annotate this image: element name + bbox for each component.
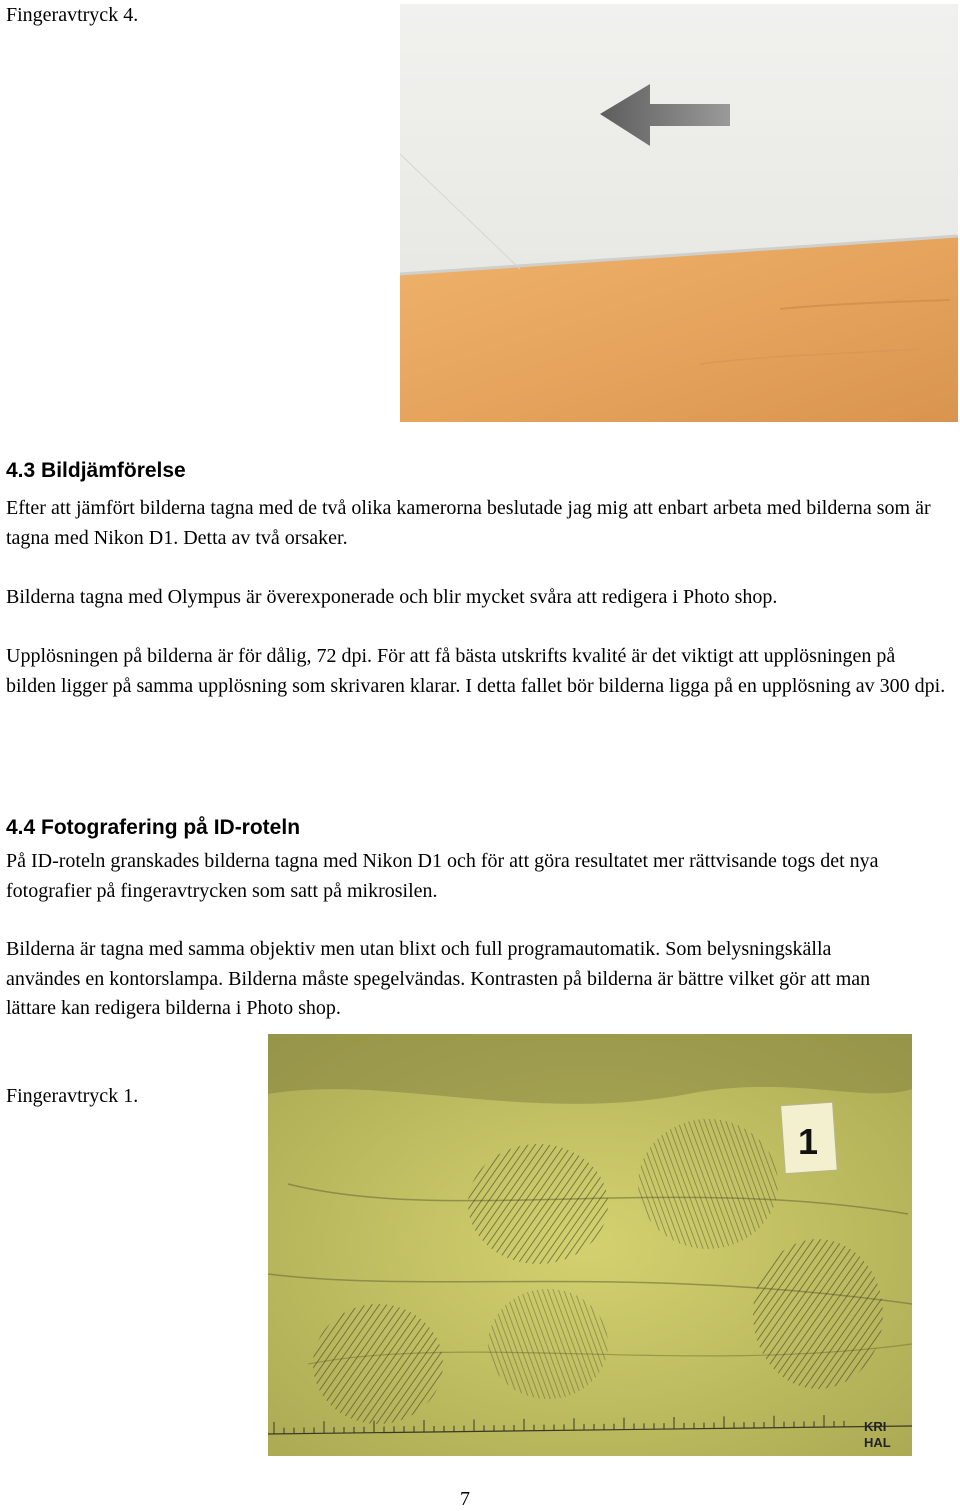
scale-label-line1: KRI <box>864 1419 887 1434</box>
paragraph-upplosning <box>6 642 946 701</box>
paragraph-text: Bilderna är tagna med samma objektiv men utan blixt och full programautomatik. Som belysningskälla användes en kontorslampa. Bilderna måste spegelvändas. Kontrasten på bilderna är bättre vilket gör att man lättare kan redigera bilderna i Photo shop. <box>6 938 871 1019</box>
paragraph-text: Upplösningen på bilderna är för dålig, 72 dpi. För att få bästa utskrifts kvalité är det viktigt att upplösningen på bilden ligger på samma upplösning som skrivaren klarar. I detta fallet bör bilderna ligga på en upplösning av 300 dpi. <box>6 645 946 697</box>
paragraph-objektiv <box>6 935 906 1024</box>
photo-fingerprints-image <box>268 1034 912 1456</box>
heading-fotografering: 4.4 Fotografering på ID-roteln <box>6 816 301 839</box>
evidence-marker-label: 1 <box>797 1121 819 1162</box>
paragraph-text: Bilderna tagna med Olympus är överexponerade och blir mycket svåra att redigera i Photo shop. <box>6 586 778 608</box>
paragraph-olympus <box>6 583 946 613</box>
paragraph-id-roteln <box>6 847 886 906</box>
paragraph-kamerorna <box>6 494 946 553</box>
caption-fingeravtryck-1: Fingeravtryck 1. <box>6 1085 139 1107</box>
photo-arrow-table-image <box>400 4 958 422</box>
paragraph-text: Efter att jämfört bilderna tagna med de två olika kamerorna beslutade jag mig att enbart arbeta med bilderna som är tagna med Nikon D1. Detta av två orsaker. <box>6 497 931 549</box>
paragraph-text: På ID-roteln granskades bilderna tagna med Nikon D1 och för att göra resultatet mer rättvisande togs det nya fotografier på fingeravtrycken som satt på mikrosilen. <box>6 850 879 902</box>
photo-arrow-table <box>400 4 958 422</box>
scale-label-line2: HAL <box>864 1435 891 1450</box>
caption-fingeravtryck-4: Fingeravtryck 4. <box>6 4 139 26</box>
photo-fingerprints <box>268 1034 912 1456</box>
page-number: 7 <box>460 1488 470 1510</box>
heading-bildjamforelse: 4.3 Bildjämförelse <box>6 459 186 482</box>
